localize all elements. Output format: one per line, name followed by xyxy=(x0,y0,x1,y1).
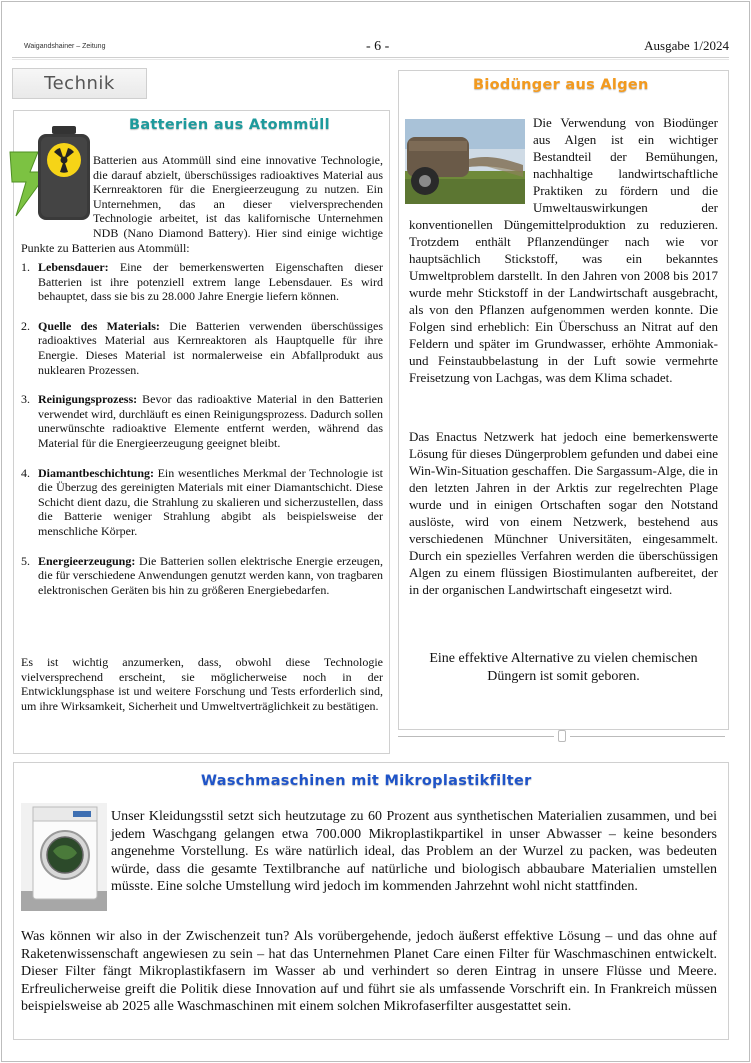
list-item: 5. Energieerzeugung: Die Batterien sollen elektrische Energie erzeugen, die für verschiedene Anwendungen genutzt werden kann, von tragbaren elektronischen Geräten bis hin zu größeren Energiebedarfen. xyxy=(21,553,384,597)
battery-points-list xyxy=(21,260,383,612)
list-item: 1. Lebensdauer: Eine der bemerkenswerten Eigenschaften dieser Batterien ist ihre potenziell extrem lange Lebensdauer. Es wird behauptet, dass sie bis zu 28.000 Jahre Energie liefern können. xyxy=(21,260,384,304)
header-rule-secondary xyxy=(12,59,729,60)
list-item: 2. Quelle des Materials: Die Batterien verwenden überschüssiges radioaktives Material aus Kernreaktoren als Hauptquelle für ihre Energie. Dieses Material ist normalerweise ein Abfallprodukt aus nuklearen Prozessen. xyxy=(21,318,383,377)
washer-paragraph-1-text: Unser Kleidungsstil setzt sich heutzutage zu 60 Prozent aus synthetischen Materialien zusammen, und bei jedem Waschgang gelangen etwa 700.000 Mikroplastikpartikel in unser Abwasser – keine besonders angenehme Vorstellung. Es wäre natürlich ideal, das Problem an der Wurzel zu packen, was bedeuten würde, dass die gesamte Textilbranche auf natürliche und biologisch abbaubare Materialien umstellen müsste. Eine solche Umstellung wird jedoch im kommenden Jahrzehnt wohl nicht stattfinden. xyxy=(111,809,717,895)
article-title-algae: Biodünger aus Algen xyxy=(473,77,649,93)
issue-label: Ausgabe 1/2024 xyxy=(644,38,729,53)
list-item: 4. Diamantbeschichtung: Ein wesentliches Merkmal der Technologie ist die Überzug des gereinigten Materials mit einer Diamantschicht. Diese Schicht dient dazu, die Strahlung zu skalieren und sicherzustellen, dass die Batterie weniger Strahlung abgibt als beispielsweise der menschliche Körper. xyxy=(21,465,384,538)
column-divider xyxy=(398,735,725,738)
page-header xyxy=(24,38,729,58)
battery-intro xyxy=(21,153,383,255)
algae-closing: Eine effektive Alternative zu vielen chemischen Düngern ist somit geboren. xyxy=(429,651,698,684)
list-item: 3. Reinigungsprozess: Bevor das radioaktive Material in den Batterien verwendet wird, durchläuft es einen Reinigungsprozess. Dadurch sollen unerwünschte radioaktive Elemente entfernt werden, während das Material für die Energieerzeugung geeignet bleibt. xyxy=(21,392,383,450)
section-tab-technik: Technik xyxy=(12,68,147,99)
article-title-batteries: Batterien aus Atommüll xyxy=(129,117,330,133)
algae-paragraph-1 xyxy=(409,114,718,386)
algae-paragraph-2: Das Enactus Netzwerk hat jedoch eine bemerkenswerte Lösung für dieses Düngerproblem gefunden und dabei eine Win-Win-Situation geschaffen. Die Sargassum-Alge, die in den letzten Jahren in der Arktis zur regelrechten Plage wurde und in einigen Ortschaften sogar den Notstand auslöste, wird von einem Netzwerk, bestehend aus verschiedenen Münchner Universitäten, eingesammelt. Durch ein spezielles Verfahren werden die überschüssigen Algen zu einem flüssigen Biostimulanten aufbereitet, der in der organischen Landwirtschaft eingesetzt wird. xyxy=(409,429,718,597)
header-rule xyxy=(12,57,729,58)
article-title-washer: Waschmaschinen mit Mikroplastikfilter xyxy=(201,773,532,789)
page-number: - 6 - xyxy=(366,39,390,54)
battery-outro: Es ist wichtig anzumerken, dass, obwohl diese Technologie vielversprechend erscheint, sie möglicherweise noch in der Entwicklungsphase ist und weitere Forschung und Tests erforderlich sind, um ihre Wirksamkeit, Sicherheit und Umweltverträglichkeit zu bestätigen. xyxy=(21,655,383,713)
algae-paragraph-1-text: Die Verwendung von Biodünger aus Algen ist ein wichtiger Bestandteil der Bemühungen, nachhaltige landwirtschaftliche Praktiken zu fördern und die Umweltauswirkungen der konventionellen Düngemittelproduktion zu reduzieren. Trotzdem enthält Pflanzendünger nach wie vor hauptsächlich Stickstoff, was ein bekanntes Umweltproblem darstellt. In den Jahren von 2008 bis 2017 wurde mehr Stickstoff in der Landwirtschaft ausgebracht, als von den Pflanzen aufgenommen werden konnte. Die Folgen sind erheblich: Ein Überschuss an Nitrat auf den Feldern und später im Grundwasser, erhöhte Ammoniak- und Feinstaubbelastung in der Luft sowie vermehrte Freisetzung von Lachgas, was dem Klima schadet. xyxy=(409,115,718,385)
battery-intro-text: Batterien aus Atommüll sind eine innovative Technologie, die darauf abzielt, überschüssiges radioaktives Material aus Kernreaktoren für die Energieerzeugung zu nutzen. Ein Unternehmen, das an dieser vielversprechenden Technologie arbeitet, ist das kalifornische Unternehmen NDB (Nano Diamond Battery). Hier sind einige wichtige Punkte zu Batterien aus Atommüll: xyxy=(21,153,383,255)
washer-paragraph-1 xyxy=(21,808,717,914)
washer-paragraph-2: Was können wir also in der Zwischenzeit tun? Als vorübergehende, jedoch äußerst effektive Lösung – und das ohne auf Raketenwissenschaft angewiesen zu sein – hat das Unternehmen Planet Care einen Filter für Waschmaschinen entwickelt. Dieser Filter fängt Mikroplastikfasern im Wasser ab und verhindert so deren Eintrag in unsere Flüsse und Meere. Erfreulicherweise greift die Politik diese Innovation auf und führt sie als umfassende Vorschrift ein. In Frankreich müssen beispielsweise ab 2025 alle Waschmaschinen mit einem solchen Mikrofaserfilter ausgestattet sein. xyxy=(21,929,717,1015)
publication-name: Waigandshainer – Zeitung xyxy=(24,43,106,50)
